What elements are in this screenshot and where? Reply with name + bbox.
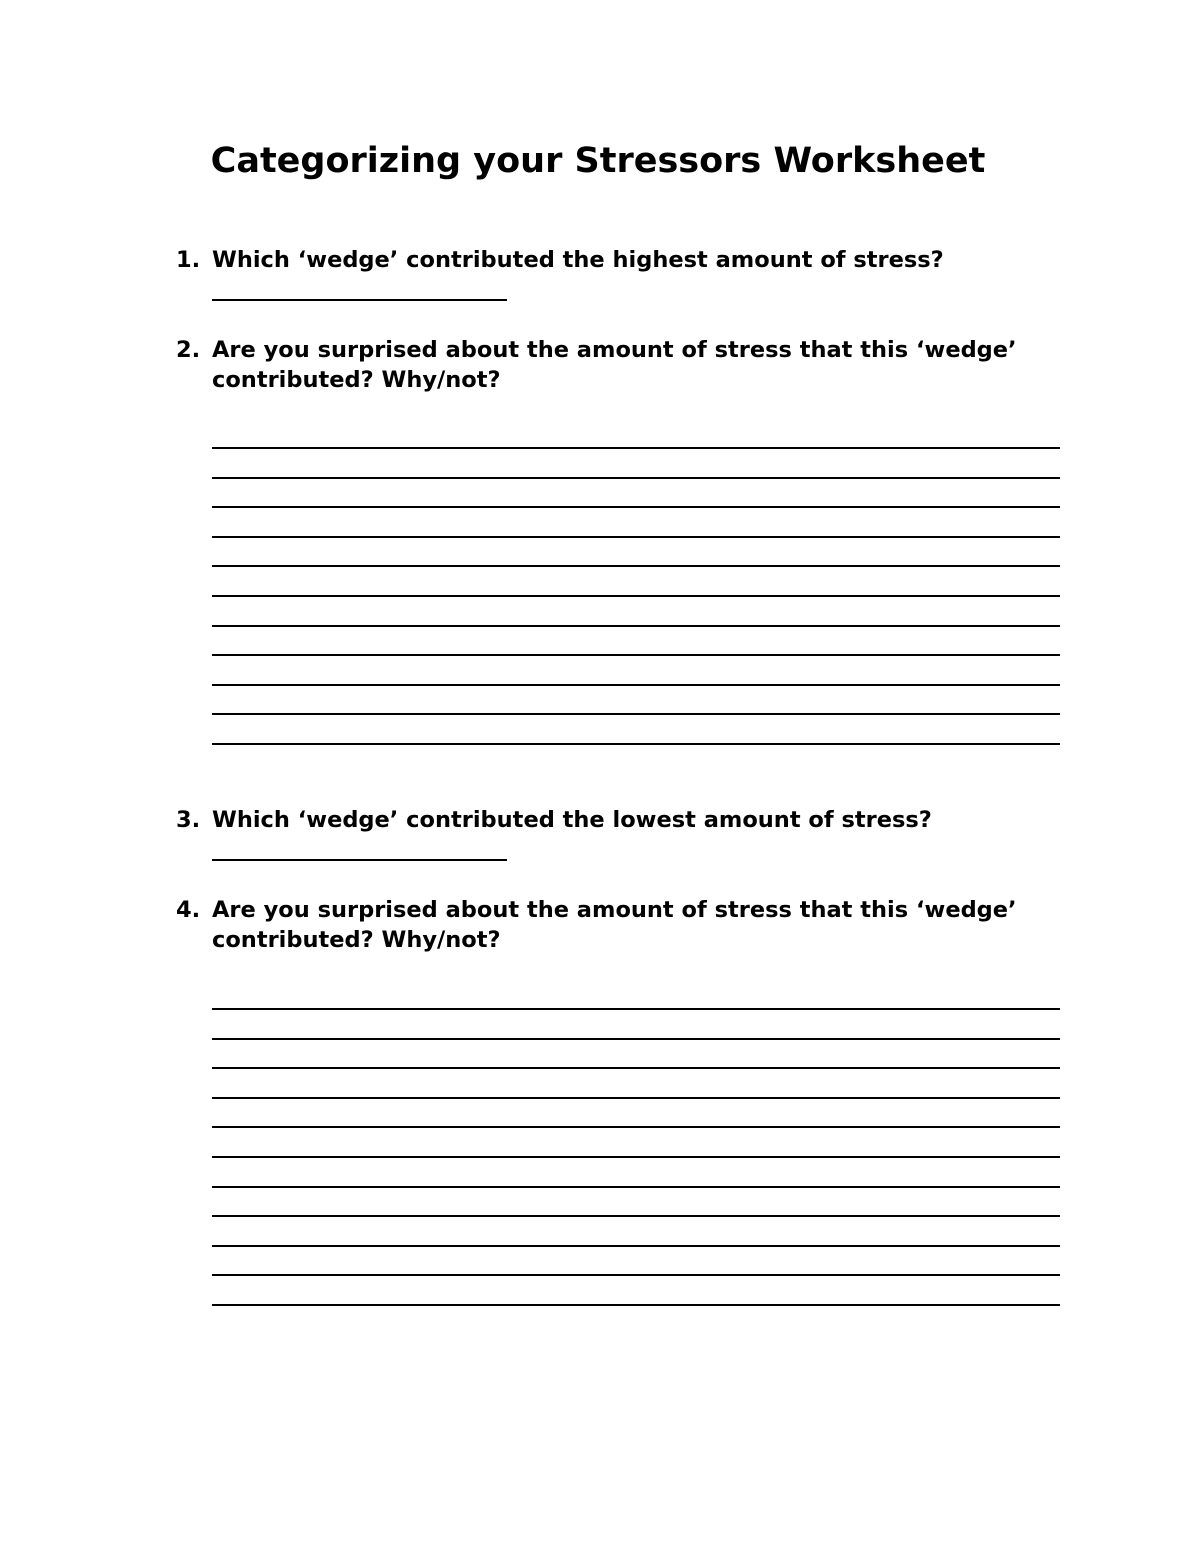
writing-line[interactable] (212, 565, 1060, 567)
writing-line[interactable] (212, 1215, 1060, 1217)
writing-line[interactable] (212, 1274, 1060, 1276)
writing-line[interactable] (212, 477, 1060, 479)
writing-line[interactable] (212, 447, 1060, 449)
writing-line[interactable] (212, 1156, 1060, 1158)
writing-line[interactable] (212, 1067, 1060, 1069)
question-number: 3. (176, 807, 201, 833)
question-2 (176, 335, 1076, 395)
question-text: Are you surprised about the amount of stress that this ‘wedge’ contributed? Why/not? (212, 897, 1017, 953)
writing-line[interactable] (212, 654, 1060, 656)
writing-line[interactable] (212, 1097, 1060, 1099)
question-text: Which ‘wedge’ contributed the highest amount of stress? (212, 247, 944, 273)
question-4 (176, 895, 1076, 955)
question-number: 4. (176, 897, 201, 923)
writing-line[interactable] (212, 1245, 1060, 1247)
question-1 (176, 245, 1076, 275)
writing-line[interactable] (212, 1186, 1060, 1188)
question-text: Are you surprised about the amount of stress that this ‘wedge’ contributed? Why/not? (212, 337, 1017, 393)
writing-line[interactable] (212, 684, 1060, 686)
writing-line[interactable] (212, 743, 1060, 745)
writing-line[interactable] (212, 713, 1060, 715)
answer-line-1[interactable] (212, 299, 507, 301)
writing-line[interactable] (212, 1304, 1060, 1306)
writing-line[interactable] (212, 595, 1060, 597)
writing-line[interactable] (212, 1038, 1060, 1040)
writing-line[interactable] (212, 1008, 1060, 1010)
question-text: Which ‘wedge’ contributed the lowest amount of stress? (212, 807, 932, 833)
writing-line[interactable] (212, 1126, 1060, 1128)
writing-line[interactable] (212, 536, 1060, 538)
writing-line[interactable] (212, 506, 1060, 508)
question-number: 1. (176, 247, 201, 273)
page-title: Categorizing your Stressors Worksheet (210, 141, 986, 181)
writing-line[interactable] (212, 625, 1060, 627)
answer-line-3[interactable] (212, 859, 507, 861)
question-3 (176, 805, 1076, 835)
question-number: 2. (176, 337, 201, 363)
